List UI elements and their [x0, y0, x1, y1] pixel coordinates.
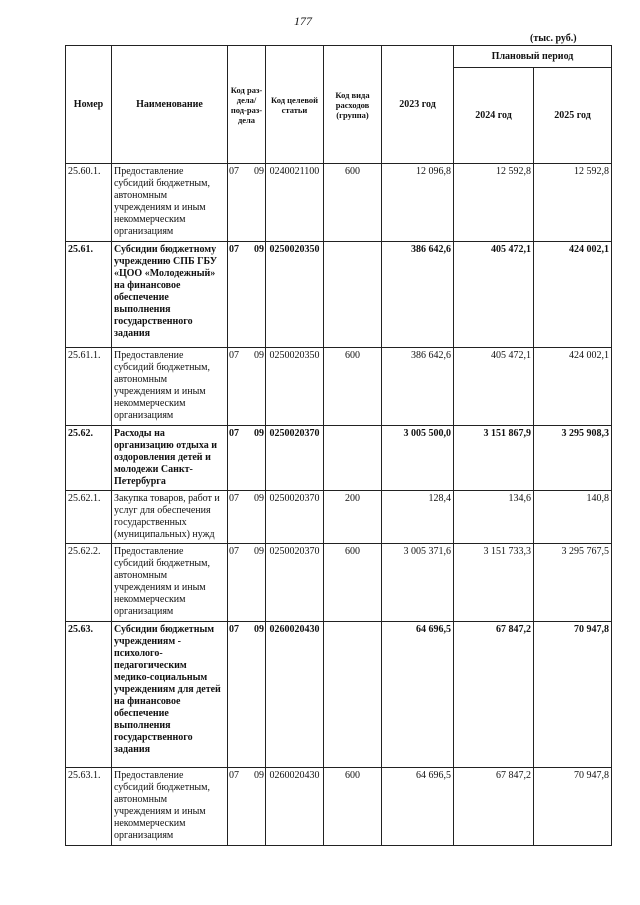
header-2024: 2024 год [454, 68, 534, 164]
row-section-code: 07 09 [228, 242, 266, 348]
row-expense-code: 600 [324, 544, 382, 622]
row-2025: 12 592,8 [534, 164, 612, 242]
units-label: (тыс. руб.) [530, 33, 577, 44]
row-number: 25.62.1. [66, 491, 112, 544]
row-target-code: 0250020370 [266, 491, 324, 544]
header-2023: 2023 год [382, 46, 454, 164]
row-2024: 3 151 867,9 [454, 426, 534, 491]
row-name: Предоставление субсидий бюджетным, автономным учреждениям и иным некоммерческим организациям [112, 768, 228, 846]
row-2025: 424 002,1 [534, 348, 612, 426]
row-number: 25.61. [66, 242, 112, 348]
header-target: Код целевой статьи [266, 46, 324, 164]
row-section-code: 07 09 [228, 768, 266, 846]
header-name: Наименование [112, 46, 228, 164]
header-planned-period: Плановый период [454, 46, 612, 68]
row-target-code: 0250020370 [266, 544, 324, 622]
table-row [66, 164, 612, 242]
row-number: 25.63. [66, 622, 112, 768]
row-2024: 405 472,1 [454, 348, 534, 426]
row-2023: 12 096,8 [382, 164, 454, 242]
table-row [66, 242, 612, 348]
row-expense-code: 200 [324, 491, 382, 544]
row-target-code: 0260020430 [266, 622, 324, 768]
row-2024: 12 592,8 [454, 164, 534, 242]
table-row [66, 544, 612, 622]
row-2025: 3 295 767,5 [534, 544, 612, 622]
row-2023: 386 642,6 [382, 348, 454, 426]
row-section-code: 07 09 [228, 544, 266, 622]
row-number: 25.62.2. [66, 544, 112, 622]
row-target-code: 0250020350 [266, 348, 324, 426]
header-number: Номер [66, 46, 112, 164]
row-2024: 67 847,2 [454, 622, 534, 768]
table-row [66, 622, 612, 768]
row-target-code: 0250020350 [266, 242, 324, 348]
budget-table [65, 45, 612, 846]
row-section-code: 07 09 [228, 491, 266, 544]
row-name: Субсидии бюджетному учреждению СПБ ГБУ «ЦОО «Молодежный» на финансовое обеспечение выполнения государственного задания [112, 242, 228, 348]
header-section: Код раз-дела/ под-раз-дела [228, 46, 266, 164]
row-section-code: 07 09 [228, 348, 266, 426]
table-row [66, 491, 612, 544]
row-2025: 3 295 908,3 [534, 426, 612, 491]
row-number: 25.63.1. [66, 768, 112, 846]
row-expense-code [324, 426, 382, 491]
table-row [66, 426, 612, 491]
row-name: Предоставление субсидий бюджетным, автономным учреждениям и иным некоммерческим организациям [112, 544, 228, 622]
row-2023: 3 005 500,0 [382, 426, 454, 491]
row-2025: 424 002,1 [534, 242, 612, 348]
row-2025: 70 947,8 [534, 622, 612, 768]
row-expense-code: 600 [324, 348, 382, 426]
table-row [66, 768, 612, 846]
row-target-code: 0260020430 [266, 768, 324, 846]
row-2023: 3 005 371,6 [382, 544, 454, 622]
row-section-code: 07 09 [228, 164, 266, 242]
row-expense-code: 600 [324, 768, 382, 846]
row-2025: 140,8 [534, 491, 612, 544]
row-expense-code [324, 622, 382, 768]
row-expense-code [324, 242, 382, 348]
row-number: 25.62. [66, 426, 112, 491]
header-expense: Код вида расходов (группа) [324, 46, 382, 164]
row-2024: 3 151 733,3 [454, 544, 534, 622]
row-name: Предоставление субсидий бюджетным, автономным учреждениям и иным некоммерческим организациям [112, 164, 228, 242]
row-2025: 70 947,8 [534, 768, 612, 846]
row-2023: 64 696,5 [382, 768, 454, 846]
row-section-code: 07 09 [228, 622, 266, 768]
row-2024: 67 847,2 [454, 768, 534, 846]
row-section-code: 07 09 [228, 426, 266, 491]
row-number: 25.60.1. [66, 164, 112, 242]
row-target-code: 0240021100 [266, 164, 324, 242]
row-2023: 128,4 [382, 491, 454, 544]
row-name: Закупка товаров, работ и услуг для обеспечения государственных (муниципальных) нужд [112, 491, 228, 544]
row-number: 25.61.1. [66, 348, 112, 426]
table-row [66, 348, 612, 426]
row-2024: 134,6 [454, 491, 534, 544]
row-2023: 64 696,5 [382, 622, 454, 768]
row-2023: 386 642,6 [382, 242, 454, 348]
page-number: 177 [294, 14, 312, 28]
row-target-code: 0250020370 [266, 426, 324, 491]
row-name: Предоставление субсидий бюджетным, автономным учреждениям и иным некоммерческим организациям [112, 348, 228, 426]
row-name: Субсидии бюджетным учреждениям - психолого-педагогическим медико-социальным учреждениям для детей на финансовое обеспечение выполнения государственного задания [112, 622, 228, 768]
header-2025: 2025 год [534, 68, 612, 164]
row-name: Расходы на организацию отдыха и оздоровления детей и молодежи Санкт-Петербурга [112, 426, 228, 491]
row-expense-code: 600 [324, 164, 382, 242]
row-2024: 405 472,1 [454, 242, 534, 348]
